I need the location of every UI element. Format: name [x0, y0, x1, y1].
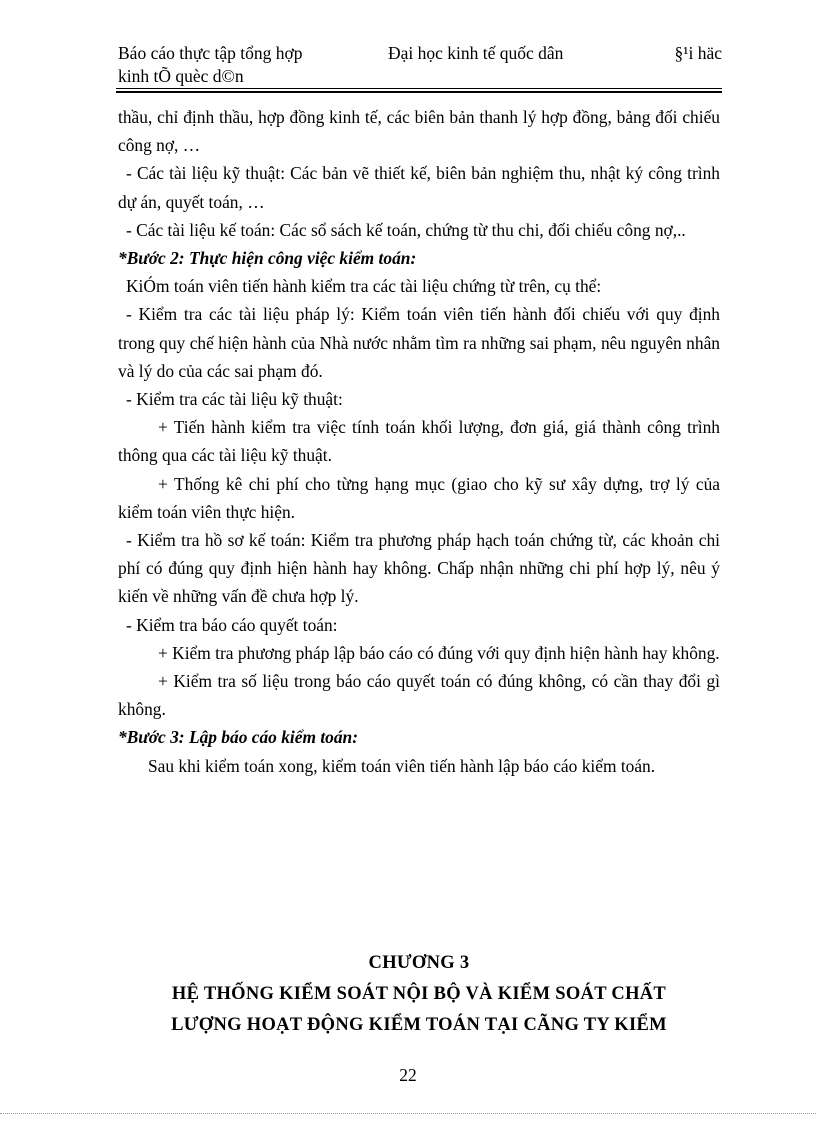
page-bottom-dotted-border [0, 1113, 816, 1114]
header-university: Đại học kinh tế quốc dân [388, 43, 564, 63]
chapter-number: CHƯƠNG 3 [368, 953, 470, 973]
paragraph: - Kiểm tra các tài liệu pháp lý: Kiểm toán viên tiến hành đối chiếu với quy định trong quy chế hiện hành của Nhà nước nhằm tìm ra những sai phạm, nêu nguyên nhân và lý do của các sai phạm đó. [118, 304, 720, 381]
body-text [118, 103, 720, 780]
header-right-text: §¹i häc [674, 43, 722, 63]
chapter-title-line2: LƯỢNG HOẠT ĐỘNG KIỂM TOÁN TẠI CÃNG TY KIỂM [171, 1015, 667, 1035]
paragraph: + Kiểm tra phương pháp lập báo cáo có đúng với quy định hiện hành hay không. [158, 642, 720, 663]
header-report-title: Báo cáo thực tập tổng hợp [118, 43, 303, 63]
paragraph: Sau khi kiểm toán xong, kiểm toán viên tiến hành lập báo cáo kiểm toán. [148, 755, 656, 776]
paragraph: - Kiểm tra báo cáo quyết toán: [126, 614, 338, 635]
header-report-title-line2: kinh tÕ quèc d©n [118, 66, 244, 86]
chapter-title-line1: HỆ THỐNG KIỂM SOÁT NỘI BỘ VÀ KIỂM SOÁT CHẤT [171, 984, 667, 1004]
paragraph: - Kiểm tra hồ sơ kế toán: Kiểm tra phương pháp hạch toán chứng từ, các khoản chi phí có đúng quy định hiện hành hay không. Chấp nhận những chi phí hợp lý, nêu ý kiến về những vấn đề chưa hợp lý. [118, 530, 720, 607]
step-heading: *Bước 2: Thực hiện công việc kiểm toán: [118, 248, 417, 269]
paragraph: + Kiểm tra số liệu trong báo cáo quyết toán có đúng không, có cần thay đổi gì không. [118, 671, 720, 720]
chapter-heading [118, 948, 720, 1041]
paragraph: thầu, chỉ định thầu, hợp đồng kinh tế, các biên bản thanh lý hợp đồng, bảng đối chiếu công nợ, … [118, 107, 720, 156]
paragraph: - Các tài liệu kế toán: Các sổ sách kế toán, chứng từ thu chi, đối chiếu công nợ,.. [126, 219, 686, 240]
paragraph: + Tiến hành kiểm tra việc tính toán khối lượng, đơn giá, giá thành công trình thông qua các tài liệu kỹ thuật. [118, 417, 720, 466]
paragraph: KiÓm toán viên tiến hành kiểm tra các tài liệu chứng từ trên, cụ thể: [126, 276, 602, 297]
header-rule-thin [116, 88, 722, 89]
page-number: 22 [399, 1065, 417, 1085]
paragraph: - Kiểm tra các tài liệu kỹ thuật: [126, 389, 343, 410]
header-rule-thick [116, 91, 722, 93]
paragraph: - Các tài liệu kỹ thuật: Các bản vẽ thiết kế, biên bản nghiệm thu, nhật ký công trình dự án, quyết toán, … [118, 163, 720, 212]
paragraph: + Thống kê chi phí cho từng hạng mục (giao cho kỹ sư xây dựng, trợ lý của kiểm toán viên thực hiện. [118, 473, 720, 522]
step-heading: *Bước 3: Lập báo cáo kiểm toán: [118, 727, 359, 748]
